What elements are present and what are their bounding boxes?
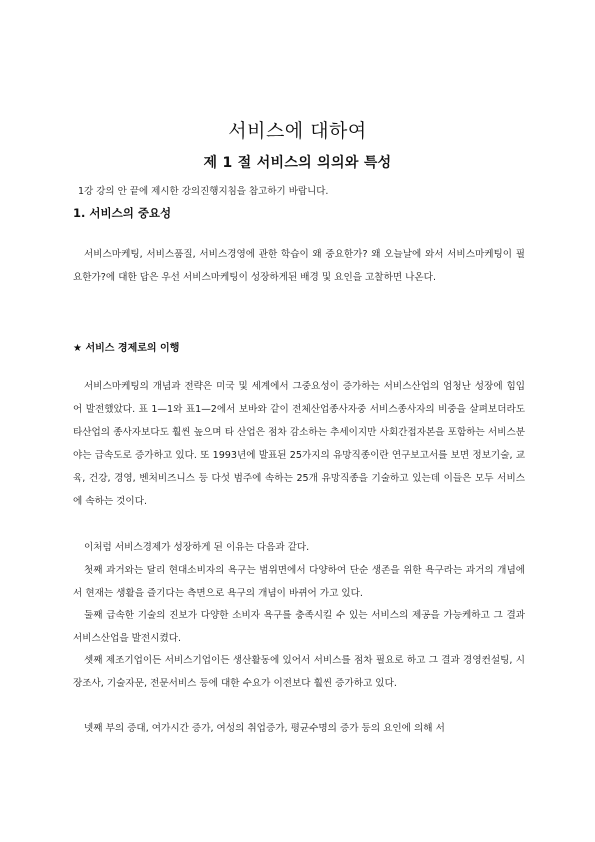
main-paragraph: 서비스마케팅의 개념과 전략은 미국 및 세계에서 그중요성이 증가하는 서비스산업의 엄청난 성장에 힘입어 발전했았다. 표 1—1와 표1—2에서 보바와 같이 전체산업종사자중 서비스종사자의 비중을 살펴보더라도 타산업의 종사자보다도 훨씬 높으며 타 산업은 점차 감소하는 추세이지만 사회간접자본을 포함하는 서비스분야는 급속도로 증가하고 있다. 또 1993년에 발표된 25가지의 유망직종이란 연구보고서를 보면 정보기술, 교육, 건강, 경영, 벤처비즈니스 등 다섯 범주에 속하는 25개 유망직종을 기술하고 있는데 이들은 모두 서비스에 속하는 것이다. <box>73 381 525 507</box>
lecture-note: 1강 강의 안 끝에 제시한 강의진행지침을 참고하기 바랍니다. <box>78 186 329 197</box>
section-title: 제 1 절 서비스의 의의와 특성 <box>203 155 392 171</box>
why-sentence: 이처럼 서비스경제가 성장하게 된 이유는 다음과 같다. <box>84 542 310 553</box>
reason-third-paragraph: 셋째 제조기업이든 서비스기업이든 생산활동에 있어서 서비스를 점차 필요로 하고 그 결과 경영컨설팅, 시장조사, 기술자문, 전문서비스 등에 대한 수요가 이전보다 훨씬 증가하고 있다. <box>73 655 525 689</box>
document-title: 서비스에 대하여 <box>228 120 367 142</box>
reason-fourth-paragraph: 넷째 부의 증대, 여가시간 증가, 여성의 취업증가, 평균수명의 증가 등의 요인에 의해 서 <box>84 723 445 734</box>
subheading-importance: 1. 서비스의 중요성 <box>73 206 172 220</box>
star-heading-service-economy: ★ 서비스 경제로의 이행 <box>73 343 180 354</box>
reason-second-paragraph: 둘째 급속한 기술의 진보가 다양한 소비자 욕구를 충족시킬 수 있는 서비스의 제공을 가능케하고 그 결과 서비스산업을 발전시켰다. <box>73 610 525 644</box>
intro-paragraph: 서비스마케팅, 서비스품질, 서비스경영에 관한 학습이 왜 중요한가? 왜 오늘날에 와서 서비스마케팅이 필요한가?에 대한 답은 우선 서비스마케팅이 성장하게된 배경 및 요인을 고찰하면 나온다. <box>73 249 525 283</box>
reason-first-paragraph: 첫째 과거와는 달리 현대소비자의 욕구는 범위면에서 다양하여 단순 생존을 위한 욕구라는 과거의 개념에서 현재는 생활을 즐기다는 측면으로 욕구의 개념이 바뀌어 가고 있다. <box>73 565 525 599</box>
